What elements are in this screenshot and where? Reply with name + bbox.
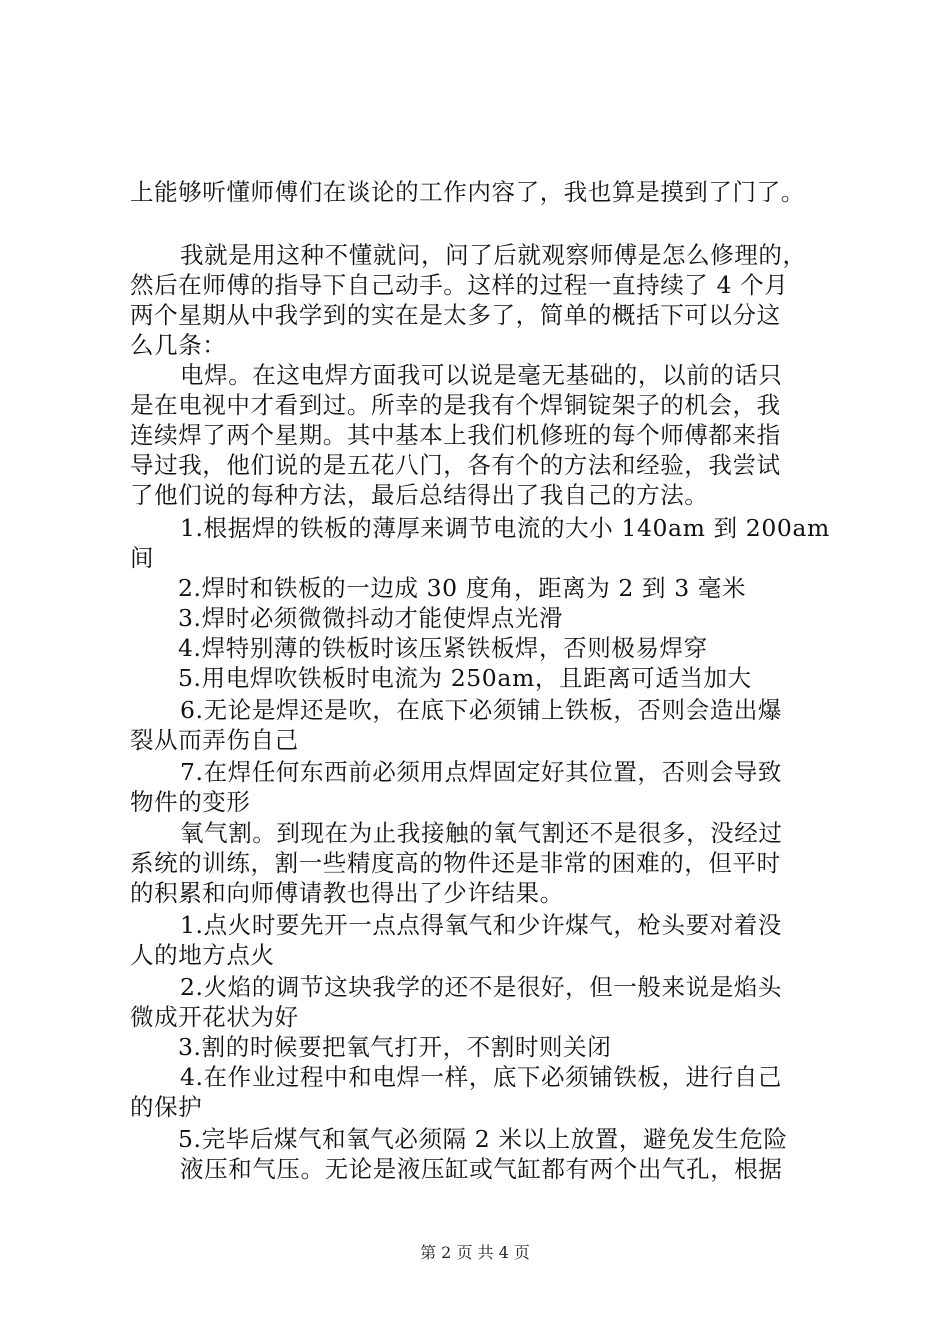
list-item: 6.无论是焊还是吹，在底下必须铺上铁板，否则会造出爆 bbox=[180, 696, 783, 724]
list-item: 2.火焰的调节这块我学的还不是很好，但一般来说是焰头 bbox=[180, 973, 783, 1001]
text-line: 么几条： bbox=[130, 331, 227, 359]
text-line: 导过我，他们说的是五花八门，各有个的方法和经验，我尝试 bbox=[130, 451, 781, 479]
text-line: 的保护 bbox=[130, 1093, 203, 1121]
text-line: 微成开花状为好 bbox=[130, 1003, 299, 1031]
page-number-footer: 第 2 页 共 4 页 bbox=[420, 1243, 530, 1262]
text-line: 是在电视中才看到过。所幸的是我有个焊铜锭架子的机会，我 bbox=[130, 391, 781, 419]
text-line: 液压和气压。无论是液压缸或气缸都有两个出气孔，根据 bbox=[180, 1155, 783, 1183]
list-item: 1.点火时要先开一点点得氧气和少许煤气，枪头要对着没 bbox=[180, 911, 783, 939]
list-item: 2.焊时和铁板的一边成 30 度角，距离为 2 到 3 毫米 bbox=[178, 574, 747, 602]
text-line: 物件的变形 bbox=[130, 788, 251, 816]
text-line: 系统的训练，割一些精度高的物件还是非常的困难的，但平时 bbox=[130, 849, 781, 877]
list-item: 5.用电焊吹铁板时电流为 250am，且距离可适当加大 bbox=[178, 664, 752, 692]
list-item: 4.在作业过程中和电焊一样，底下必须铺铁板，进行自己 bbox=[180, 1063, 783, 1091]
text-line: 电焊。在这电焊方面我可以说是毫无基础的，以前的话只 bbox=[180, 361, 783, 389]
text-line: 间 bbox=[130, 544, 155, 572]
text-line: 两个星期从中我学到的实在是太多了，简单的概括下可以分这 bbox=[130, 301, 781, 329]
list-item: 4.焊特别薄的铁板时该压紧铁板焊，否则极易焊穿 bbox=[178, 634, 708, 662]
text-line: 裂从而弄伤自己 bbox=[130, 726, 299, 754]
list-item: 1.根据焊的铁板的薄厚来调节电流的大小 140am 到 200am bbox=[180, 514, 830, 542]
text-line: 上能够听懂师傅们在谈论的工作内容了，我也算是摸到了门了。 bbox=[130, 178, 805, 206]
text-line: 了他们说的每种方法，最后总结得出了我自己的方法。 bbox=[130, 481, 709, 509]
text-line: 我就是用这种不懂就问，问了后就观察师傅是怎么修理的， bbox=[180, 241, 807, 269]
text-line: 人的地方点火 bbox=[130, 941, 275, 969]
list-item: 3.焊时必须微微抖动才能使焊点光滑 bbox=[178, 604, 564, 632]
text-line: 的积累和向师傅请教也得出了少许结果。 bbox=[130, 879, 564, 907]
text-line: 然后在师傅的指导下自己动手。这样的过程一直持续了 4 个月 bbox=[130, 271, 789, 299]
list-item: 7.在焊任何东西前必须用点焊固定好其位置，否则会导致 bbox=[180, 758, 783, 786]
text-line: 连续焊了两个星期。其中基本上我们机修班的每个师傅都来指 bbox=[130, 421, 781, 449]
list-item: 5.完毕后煤气和氧气必须隔 2 米以上放置，避免发生危险 bbox=[178, 1125, 788, 1153]
list-item: 3.割的时候要把氧气打开，不割时则关闭 bbox=[178, 1033, 612, 1061]
text-line: 氧气割。到现在为止我接触的氧气割还不是很多，没经过 bbox=[180, 819, 783, 847]
